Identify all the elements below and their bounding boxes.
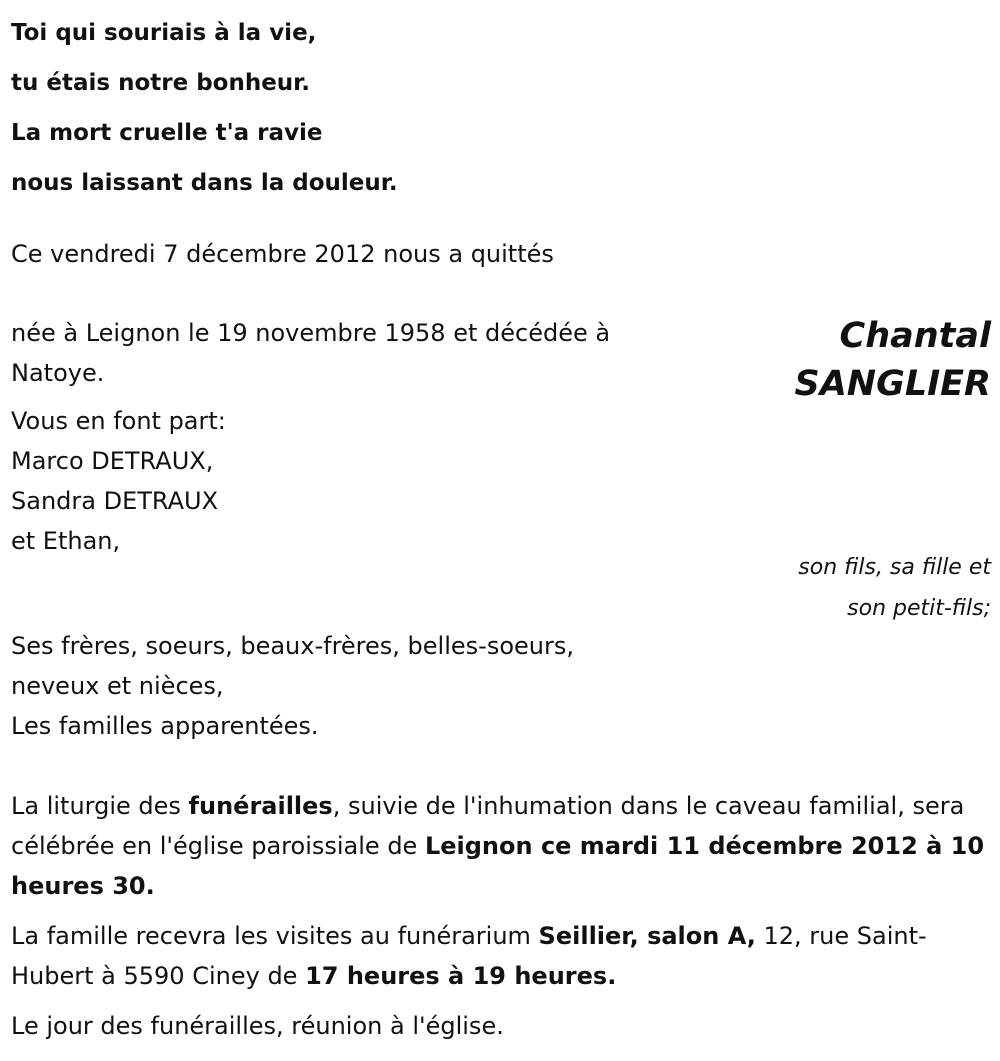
relation-line: son petit-fils; (847, 596, 991, 621)
text-run: 12, rue Saint-Hubert à 5590 Ciney de (11, 922, 927, 990)
text-run-bold: 17 heures à 19 heures. (305, 962, 617, 990)
poem (11, 8, 398, 208)
poem-line: tu étais notre bonheur. (11, 70, 310, 96)
text-run: La liturgie des (11, 792, 189, 820)
relation-note (798, 547, 991, 629)
text-run: La famille recevra les visites au funérarium (11, 922, 539, 950)
text-run-bold: Leignon ce mardi 11 décembre 2012 à 10 heures 30. (11, 832, 985, 900)
child-name: et Ethan, (11, 527, 121, 555)
poem-line: Toi qui souriais à la vie, (11, 20, 317, 46)
notice-body (11, 313, 691, 561)
family-line: Ses frères, soeurs, beaux-frères, belles-soeurs, (11, 632, 574, 660)
text-run-bold: funérailles (188, 792, 333, 820)
deceased-first-name: Chantal (839, 316, 991, 356)
family-line: neveux et nièces, (11, 672, 224, 700)
family-line: Les familles apparentées. (11, 712, 319, 740)
relation-line: son fils, sa fille et (798, 555, 991, 580)
birth-death-text: née à Leignon le 19 novembre 1958 et décédée à Natoye. (11, 319, 611, 387)
notice-intro: Vous en font part: (11, 407, 226, 435)
funeral-liturgy-paragraph (11, 786, 996, 906)
poem-line: La mort cruelle t'a ravie (11, 120, 323, 146)
death-announcement: Ce vendredi 7 décembre 2012 nous a quittés (11, 240, 554, 268)
deceased-name (795, 312, 992, 408)
deceased-last-name: SANGLIER (794, 364, 991, 404)
text-run: , suivie de l'inhumation dans le caveau familial, sera célébrée en l'église paroissiale de (11, 792, 965, 860)
text-run-bold: Seillier, salon A, (538, 922, 756, 950)
visits-paragraph (11, 916, 996, 996)
meeting-paragraph: Le jour des funérailles, réunion à l'église. (11, 1012, 504, 1040)
child-name: Sandra DETRAUX (11, 487, 219, 515)
extended-family (11, 626, 574, 746)
child-name: Marco DETRAUX, (11, 447, 214, 475)
poem-line: nous laissant dans la douleur. (11, 170, 398, 196)
funeral-details (11, 786, 996, 1056)
